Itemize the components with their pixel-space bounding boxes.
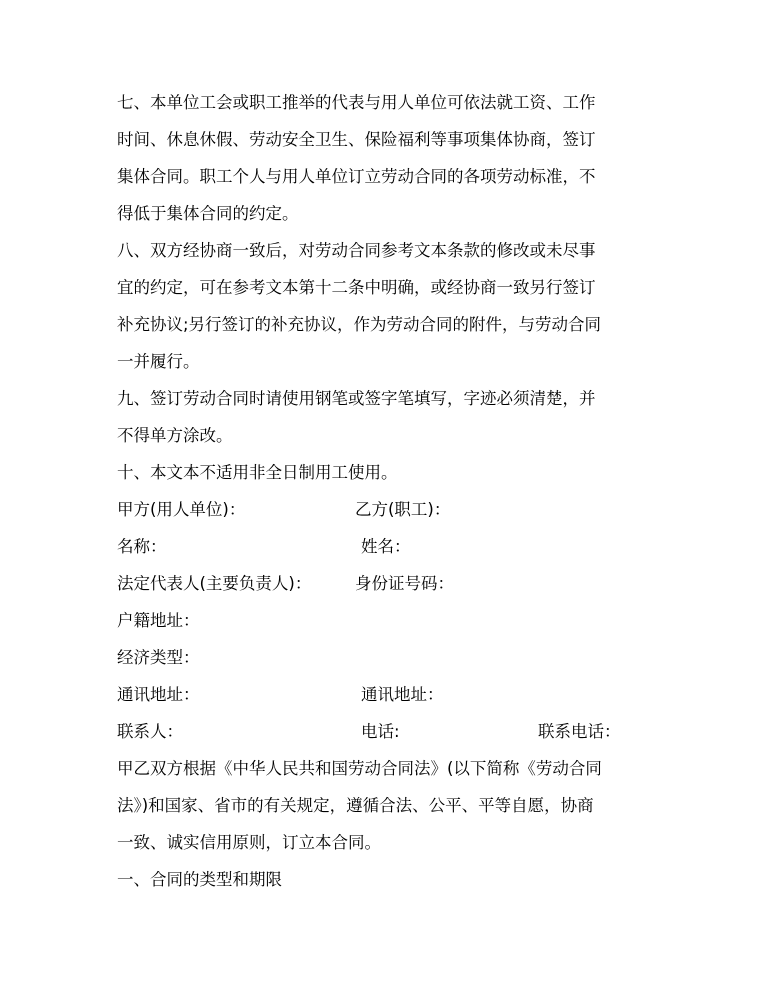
employee-name-label: 姓名： bbox=[361, 537, 411, 556]
party-b-label: 乙方(职工)： bbox=[355, 500, 451, 519]
legal-representative-label: 法定代表人(主要负责人)： bbox=[117, 574, 312, 593]
paragraph-7-line-2: 时间、休息休假、劳动安全卫生、保险福利等事项集体协商，签订 bbox=[117, 130, 596, 149]
party-a-label: 甲方(用人单位)： bbox=[117, 500, 246, 519]
paragraph-8-line-4: 一并履行。 bbox=[117, 352, 200, 371]
id-number-label: 身份证号码： bbox=[355, 574, 454, 593]
paragraph-7-line-1: 七、本单位工会或职工推举的代表与用人单位可依法就工资、工作 bbox=[117, 93, 596, 112]
mail-address-a-label: 通讯地址： bbox=[117, 685, 200, 704]
paragraph-8-line-2: 宜的约定，可在参考文本第十二条中明确，或经协商一致另行签订 bbox=[117, 278, 596, 297]
paragraph-8-line-3: 补充协议;另行签订的补充协议，作为劳动合同的附件，与劳动合同 bbox=[117, 315, 602, 334]
mail-address-b-label: 通讯地址： bbox=[361, 685, 444, 704]
phone-label: 电话: bbox=[361, 722, 400, 741]
contact-phone-label: 联系电话： bbox=[538, 722, 621, 741]
preamble-line-1: 甲乙双方根据《中华人民共和国劳动合同法》(以下简称《劳动合同 bbox=[117, 759, 602, 778]
paragraph-8-line-1: 八、双方经协商一致后，对劳动合同参考文本条款的修改或未尽事 bbox=[117, 241, 596, 260]
paragraph-9-line-1: 九、签订劳动合同时请使用钢笔或签字笔填写，字迹必须清楚，并 bbox=[117, 389, 596, 408]
paragraph-7-line-4: 得低于集体合同的约定。 bbox=[117, 204, 299, 223]
paragraph-9-line-2: 不得单方涂改。 bbox=[117, 426, 233, 445]
preamble-line-2: 法》)和国家、省市的有关规定，遵循合法、公平、平等自愿，协商 bbox=[117, 796, 594, 815]
preamble-line-3: 一致、诚实信用原则，订立本合同。 bbox=[117, 833, 381, 852]
paragraph-7-line-3: 集体合同。职工个人与用人单位订立劳动合同的各项劳动标准，不 bbox=[117, 167, 596, 186]
contact-person-label: 联系人： bbox=[117, 722, 183, 741]
paragraph-10-line-1: 十、本文本不适用非全日制用工使用。 bbox=[117, 463, 398, 482]
section-heading: 一、合同的类型和期限 bbox=[117, 870, 282, 889]
economic-type-label: 经济类型： bbox=[117, 648, 200, 667]
company-name-label: 名称： bbox=[117, 537, 167, 556]
household-address-label: 户籍地址： bbox=[117, 611, 200, 630]
